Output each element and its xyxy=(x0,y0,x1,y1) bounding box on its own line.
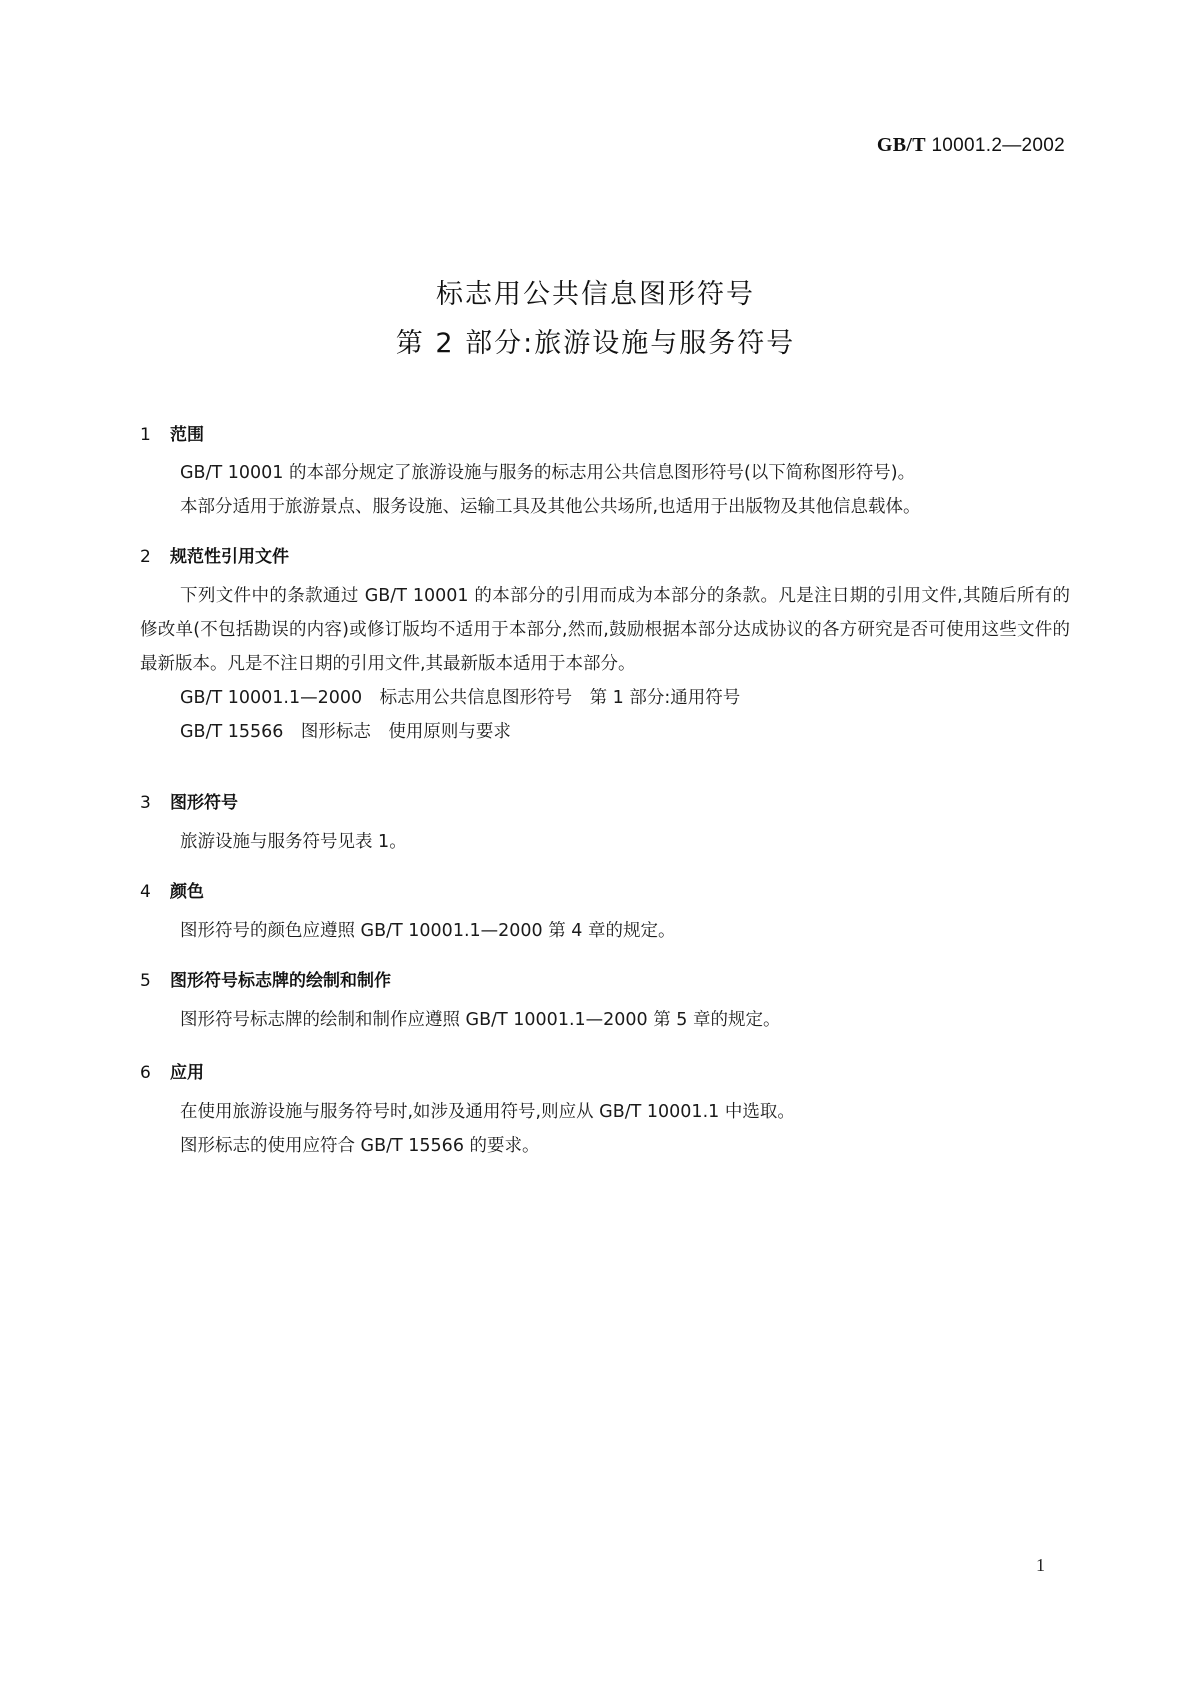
section-title: 图形符号 xyxy=(170,793,238,813)
standard-number xyxy=(877,134,1065,157)
title-line-2: 第 2 部分:旅游设施与服务符号 xyxy=(395,328,796,359)
standard-prefix: GB/T xyxy=(876,134,926,156)
section-3-body xyxy=(140,825,1070,859)
paragraph: 图形符号标志牌的绘制和制作应遵照 GB/T 10001.1—2000 第 5 章的规定。 xyxy=(180,1010,781,1030)
section-title: 应用 xyxy=(170,1063,204,1083)
paragraph: 图形符号的颜色应遵照 GB/T 10001.1—2000 第 4 章的规定。 xyxy=(180,921,676,941)
section-number: 5 xyxy=(140,971,151,991)
paragraph: 本部分适用于旅游景点、服务设施、运输工具及其他公共场所,也适用于出版物及其他信息载体。 xyxy=(180,497,921,517)
section-number: 6 xyxy=(140,1063,151,1083)
section-4-heading xyxy=(140,877,204,902)
section-title: 范围 xyxy=(170,425,204,445)
section-3-heading xyxy=(140,788,238,813)
section-6-heading xyxy=(140,1058,204,1083)
section-2-heading xyxy=(140,542,289,567)
reference-item: GB/T 15566 图形标志 使用原则与要求 xyxy=(180,722,511,742)
page-number: 1 xyxy=(1036,1555,1045,1575)
section-6-body xyxy=(140,1095,1070,1163)
section-4-body xyxy=(140,914,1070,948)
section-number: 4 xyxy=(140,882,151,902)
section-number: 2 xyxy=(140,547,151,567)
paragraph: 旅游设施与服务符号见表 1。 xyxy=(180,832,407,852)
paragraph: GB/T 10001 的本部分规定了旅游设施与服务的标志用公共信息图形符号(以下简称图形符号)。 xyxy=(180,463,916,483)
section-5-heading xyxy=(140,966,391,991)
document-title xyxy=(0,270,1191,368)
standard-code: 10001.2—2002 xyxy=(925,135,1065,156)
title-line-1: 标志用公共信息图形符号 xyxy=(436,279,755,310)
section-number: 3 xyxy=(140,793,151,813)
section-5-body xyxy=(140,1003,1070,1037)
paragraph: 下列文件中的条款通过 GB/T 10001 的本部分的引用而成为本部分的条款。凡是注日期的引用文件,其随后所有的修改单(不包括勘误的内容)或修订版均不适用于本部分,然而,鼓励根据本部分达成协议的各方研究是否可使用这些文件的最新版本。凡是不注日期的引用文件,其最新版本适用于本部分。 xyxy=(140,586,1070,674)
section-title: 颜色 xyxy=(170,882,204,902)
section-title: 图形符号标志牌的绘制和制作 xyxy=(170,971,391,991)
section-1-heading xyxy=(140,420,204,445)
paragraph: 图形标志的使用应符合 GB/T 15566 的要求。 xyxy=(180,1136,540,1156)
section-title: 规范性引用文件 xyxy=(170,547,289,567)
section-1-body xyxy=(140,456,1070,524)
reference-item: GB/T 10001.1—2000 标志用公共信息图形符号 第 1 部分:通用符号 xyxy=(180,688,741,708)
section-2-body xyxy=(140,579,1070,749)
paragraph: 在使用旅游设施与服务符号时,如涉及通用符号,则应从 GB/T 10001.1 中选取。 xyxy=(180,1102,795,1122)
section-number: 1 xyxy=(140,425,151,445)
